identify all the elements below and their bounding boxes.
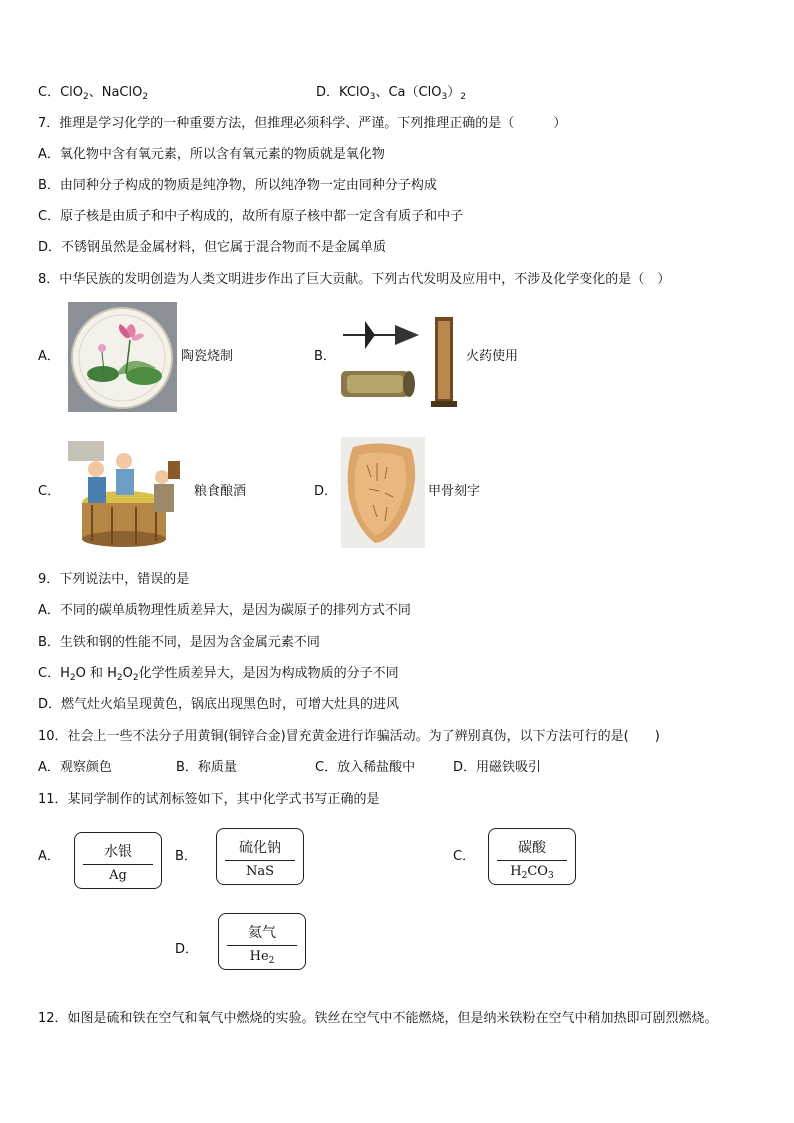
- q9-option-c: C．$H_2O$ 和 $H_2O_2$化学性质差异大，是因为构成物质的分子不同: [38, 666, 399, 683]
- q9-stem: 9．下列说法中，错误的是: [38, 572, 190, 587]
- q9-option-a: A．不同的碳单质物理性质差异大，是因为碳原子的排列方式不同: [38, 603, 411, 618]
- label-c-divider: [497, 860, 567, 861]
- grain-brewing-image: [68, 441, 186, 549]
- q6-option-c: C．ClO$_2$、NaClO$_2$: [38, 85, 149, 102]
- q8-c-letter: C．: [38, 484, 61, 499]
- q11-stem: 11．某同学制作的试剂标签如下，其中化学式书写正确的是: [38, 792, 380, 807]
- label-a-divider: [83, 864, 153, 865]
- q8-a-caption: 陶瓷烧制: [181, 349, 234, 364]
- q7-stem: 7．推理是学习化学的一种重要方法，但推理必须科学、严谨。下列推理正确的是（ ）: [38, 116, 567, 131]
- label-d-divider: [227, 945, 297, 946]
- q10-option-c: C．放入稀盐酸中: [315, 760, 416, 775]
- q8-stem: 8．中华民族的发明创造为人类文明进步作出了巨大贡献。下列古代发明及应用中，不涉及化学变化的是（ ）: [38, 272, 671, 287]
- q11-d-letter: D．: [175, 942, 199, 957]
- q10-option-a: A．观察颜色: [38, 760, 112, 775]
- q6-option-d: D．KClO$_3$、$Ca(ClO_3)_2$: [316, 85, 466, 102]
- reagent-label-b: [216, 828, 304, 885]
- q7-option-d: D．不锈钢虽然是金属材料，但它属于混合物而不是金属单质: [38, 240, 387, 255]
- q8-d-caption: 甲骨刻字: [428, 484, 481, 499]
- q8-a-letter: A．: [38, 349, 60, 364]
- q10-option-b: B．称质量: [176, 760, 237, 775]
- label-b-formula: NaS: [245, 864, 275, 879]
- q11-c-letter: C．: [453, 849, 476, 864]
- q8-c-caption: 粮食酿酒: [194, 484, 247, 499]
- q12-stem: 12．如图是硫和铁在空气和氧气中燃烧的实验。铁丝在空气中不能燃烧，但是纳米铁粉在空气中稍加热即可剧烈燃烧。: [38, 1011, 718, 1026]
- q7-option-a: A．氧化物中含有氧元素，所以含有氧元素的物质就是氧化物: [38, 147, 385, 162]
- oracle-bone-image: [341, 437, 425, 548]
- gunpowder-weapons-image: [337, 313, 463, 411]
- porcelain-plate-image: [68, 302, 177, 412]
- label-d-formula: $He_2$: [249, 949, 275, 966]
- q7-option-c: C．原子核是由质子和中子构成的，故所有原子核中都一定含有质子和中子: [38, 209, 464, 224]
- reagent-label-c: [488, 828, 576, 885]
- label-a-formula: Ag: [109, 868, 127, 883]
- label-d-name: 氦气: [248, 925, 276, 941]
- q10-option-d: D．用磁铁吸引: [453, 760, 542, 775]
- q11-a-letter: A．: [38, 849, 60, 864]
- label-b-name: 硫化钠: [239, 840, 281, 856]
- label-c-name: 碳酸: [518, 840, 546, 856]
- q11-b-letter: B．: [175, 849, 197, 864]
- label-a-name: 水银: [104, 844, 132, 860]
- q10-stem: 10．社会上一些不法分子用黄铜(铜锌合金)冒充黄金进行诈骗活动。为了辨别真伪，以下方法可行的是( ): [38, 729, 660, 744]
- reagent-label-d: [218, 913, 306, 970]
- q8-b-caption: 火药使用: [466, 349, 519, 364]
- q9-option-d: D．燃气灶火焰呈现黄色，锅底出现黑色时，可增大灶具的进风: [38, 697, 400, 712]
- q7-option-b: B．由同种分子构成的物质是纯净物，所以纯净物一定由同种分子构成: [38, 178, 437, 193]
- q8-d-letter: D．: [314, 484, 338, 499]
- q8-b-letter: B．: [314, 349, 336, 364]
- q9-option-b: B．生铁和钢的性能不同，是因为含金属元素不同: [38, 635, 320, 650]
- label-c-formula: $H_2CO_3$: [510, 864, 554, 881]
- label-b-divider: [225, 860, 295, 861]
- reagent-label-a: [74, 832, 162, 889]
